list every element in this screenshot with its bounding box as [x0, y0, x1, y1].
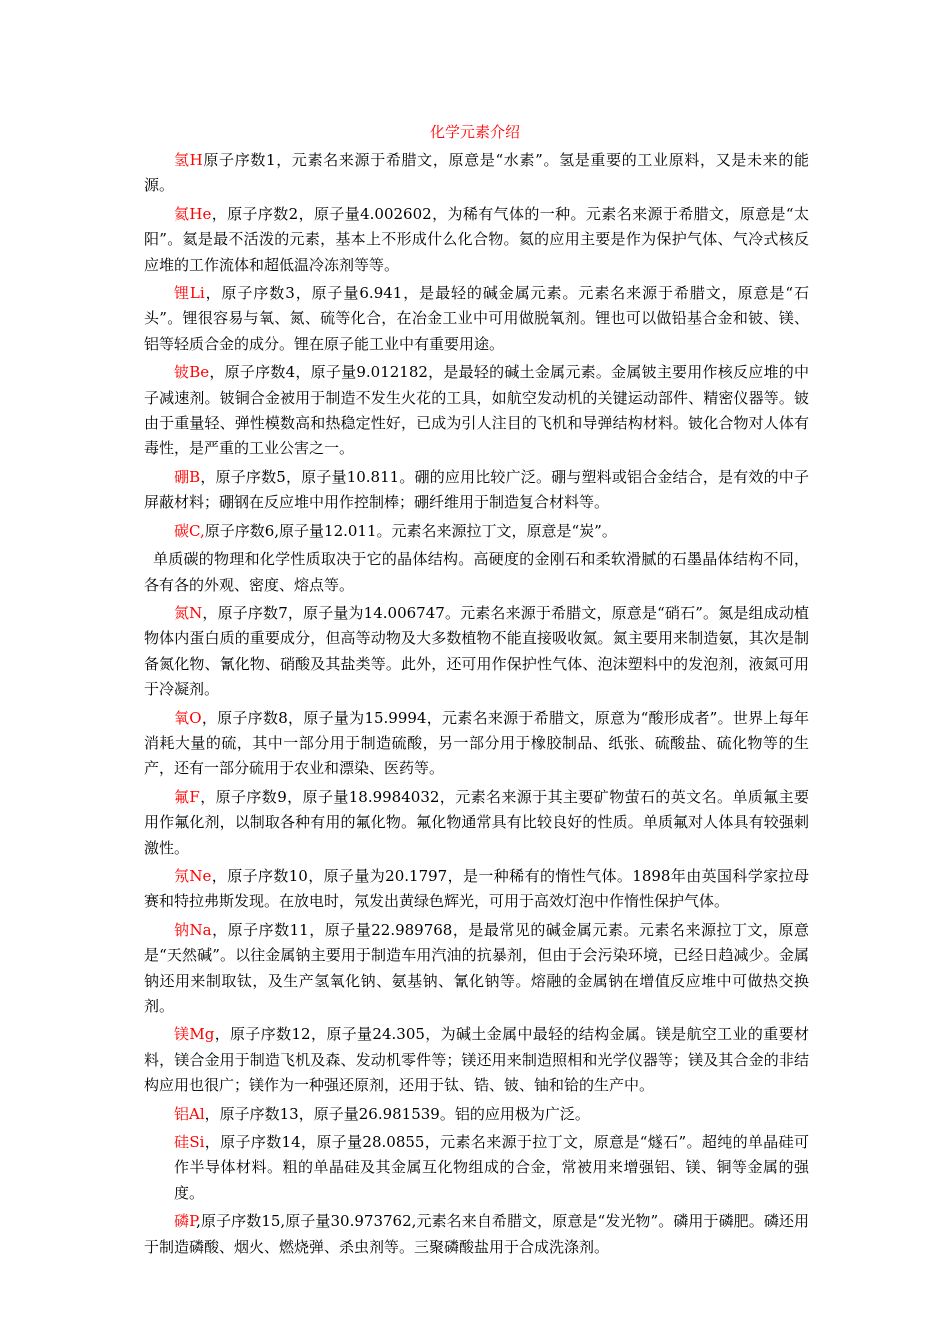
document-body: [144, 148, 809, 1263]
element-name: 氖Ne: [174, 866, 212, 885]
element-name: 铝Al: [174, 1104, 205, 1123]
paragraph-fluorine: [144, 785, 809, 861]
paragraph-nitrogen: [144, 601, 809, 703]
paragraph-carbon-detail: [144, 547, 809, 598]
element-name: 碳C,: [174, 521, 205, 540]
element-description: ，原子序数9，原子量18.9984032，元素名来源于其主要矿物萤石的英文名。单质氟主要用作氟化剂，以制取各种有用的氟化物。氟化物通常具有比较良好的性质。单质氟对人体具有较强刺激性。: [144, 787, 809, 857]
element-description: ，原子序数12，原子量24.305，为碱土金属中最轻的结构金属。镁是航空工业的重要材料，镁合金用于制造飞机及森、发动机零件等；镁还用来制造照相和光学仪器等；镁及其合金的非结构应用也很广；镁作为一种强还原剂，还用于钛、锆、铍、铀和铪的生产中。: [144, 1025, 809, 1095]
paragraph-neon: [144, 864, 809, 915]
element-name: 氟F: [174, 787, 200, 806]
paragraph-magnesium: [144, 1022, 809, 1098]
element-description: ，原子序数3，原子量6.941，是最轻的碱金属元素。元素名来源于希腊文，原意是“石头”。锂很容易与氧、氮、硫等化合，在冶金工业中可用做脱氧剂。锂也可以做铅基合金和铍、镁、铝等轻质合金的成分。锂在原子能工业中有重要用途。: [144, 284, 809, 353]
element-description: ,原子序数15,原子量30.973762,元素名来自希腊文，原意是“发光物”。磷用于磷肥。磷还用于制造磷酸、烟火、燃烧弹、杀虫剂等。三聚磷酸盐用于合成洗涤剂。: [144, 1212, 809, 1256]
paragraph-boron: [144, 465, 809, 516]
element-description: 单质碳的物理和化学性质取决于它的晶体结构。高硬度的金刚石和柔软滑腻的石墨晶体结构不同，各有各的外观、密度、熔点等。: [144, 550, 809, 594]
paragraph-silicon: [144, 1130, 809, 1206]
element-name: 锂Li: [174, 284, 205, 303]
element-name: 氦He: [174, 204, 212, 223]
element-name: 氮N: [174, 603, 203, 622]
paragraph-carbon: [144, 519, 809, 544]
element-description: ，原子序数5，原子量10.811。硼的应用比较广泛。硼与塑料或铝合金结合，是有效的中子屏蔽材料；硼钢在反应堆中用作控制棒；硼纤维用于制造复合材料等。: [144, 467, 809, 512]
element-description: ，原子序数13，原子量26.981539。铝的应用极为广泛。: [204, 1104, 590, 1123]
element-description: ，原子序数11，原子量22.989768，是最常见的碱金属元素。元素名来源拉丁文，原意是“天然碱”。以往金属钠主要用于制造车用汽油的抗暴剂，但由于会污染环境，已经日趋减少。金属钠还用来制取钛，及生产氢氧化钠、氨基钠、氰化钠等。熔融的金属钠在增值反应堆中可做热交换剂。: [144, 920, 809, 1015]
element-name: 氢H: [174, 151, 203, 169]
element-description: ，原子序数7，原子量为14.006747。元素名来源于希腊文，原意是“硝石”。氮是组成动植物体内蛋白质的重要成分，但高等动物及大多数植物不能直接吸收氮。氮主要用来制造氨，其次是制备氮化物、氰化物、硝酸及其盐类等。此外，还可用作保护性气体、泡沫塑料中的发泡剂，液氮可用于冷凝剂。: [144, 603, 809, 699]
paragraph-sodium: [144, 918, 809, 1020]
element-name: 硅Si: [174, 1133, 205, 1152]
element-description: ，原子序数14，原子量28.0855，元素名来源于拉丁文，原意是“燧石”。超纯的单晶硅可作半导体材料。粗的单晶硅及其金属互化物组成的合金，常被用来增强铝、镁、铜等金属的强度。: [174, 1133, 809, 1202]
paragraph-beryllium: [144, 360, 809, 462]
paragraph-aluminum: [144, 1102, 809, 1127]
paragraph-hydrogen: [144, 148, 809, 199]
element-description: ，原子序数10，原子量为20.1797，是一种稀有的惰性气体。1898年由英国科学家拉母赛和特拉弗斯发现。在放电时，氖发出黄绿色辉光，可用于高效灯泡中作惰性保护气体。: [144, 866, 809, 911]
element-description: 原子序数1，元素名来源于希腊文，原意是“水素”。氢是重要的工业原料，又是未来的能源。: [144, 151, 809, 195]
element-description: ，原子序数4，原子量9.012182，是最轻的碱土金属元素。金属铍主要用作核反应堆的中子减速剂。铍铜合金被用于制造不发生火花的工具，如航空发动机的关键运动部件、精密仪器等。铍由于重量轻、弹性模数高和热稳定性好，已成为引人注目的飞机和导弹结构材料。铍化合物对人体有毒性，是严重的工业公害之一。: [144, 363, 810, 458]
element-name: 硼B: [174, 467, 201, 486]
element-name: 铍Be: [174, 363, 210, 382]
element-description: ，原子序数2，原子量4.002602，为稀有气体的一种。元素名来源于希腊文，原意是“太阳”。氦是最不活泼的元素，基本上不形成什么化合物。氦的应用主要是作为保护气体、气冷式核反应堆的工作流体和超低温冷冻剂等等。: [144, 204, 809, 274]
element-name: 磷P: [174, 1212, 197, 1231]
paragraph-helium: [144, 202, 809, 278]
element-name: 镁Mg: [174, 1025, 215, 1044]
document-title: 化学元素介绍: [429, 123, 520, 141]
paragraph-lithium: [144, 281, 809, 357]
element-name: 氧O: [174, 708, 202, 727]
element-description: 原子序数6,原子量12.011。元素名来源拉丁文，原意是“炭”。: [204, 521, 617, 540]
element-name: 钠Na: [174, 920, 212, 939]
element-description: ，原子序数8，原子量为15.9994，元素名来源于希腊文，原意为“酸形成者”。世界上每年消耗大量的硫，其中一部分用于制造硫酸，另一部分用于橡胶制品、纸张、硫酸盐、硫化物等的生产，还有一部分硫用于农业和漂染、医药等。: [144, 708, 809, 778]
paragraph-phosphorus: [144, 1209, 809, 1260]
paragraph-oxygen: [144, 706, 809, 782]
